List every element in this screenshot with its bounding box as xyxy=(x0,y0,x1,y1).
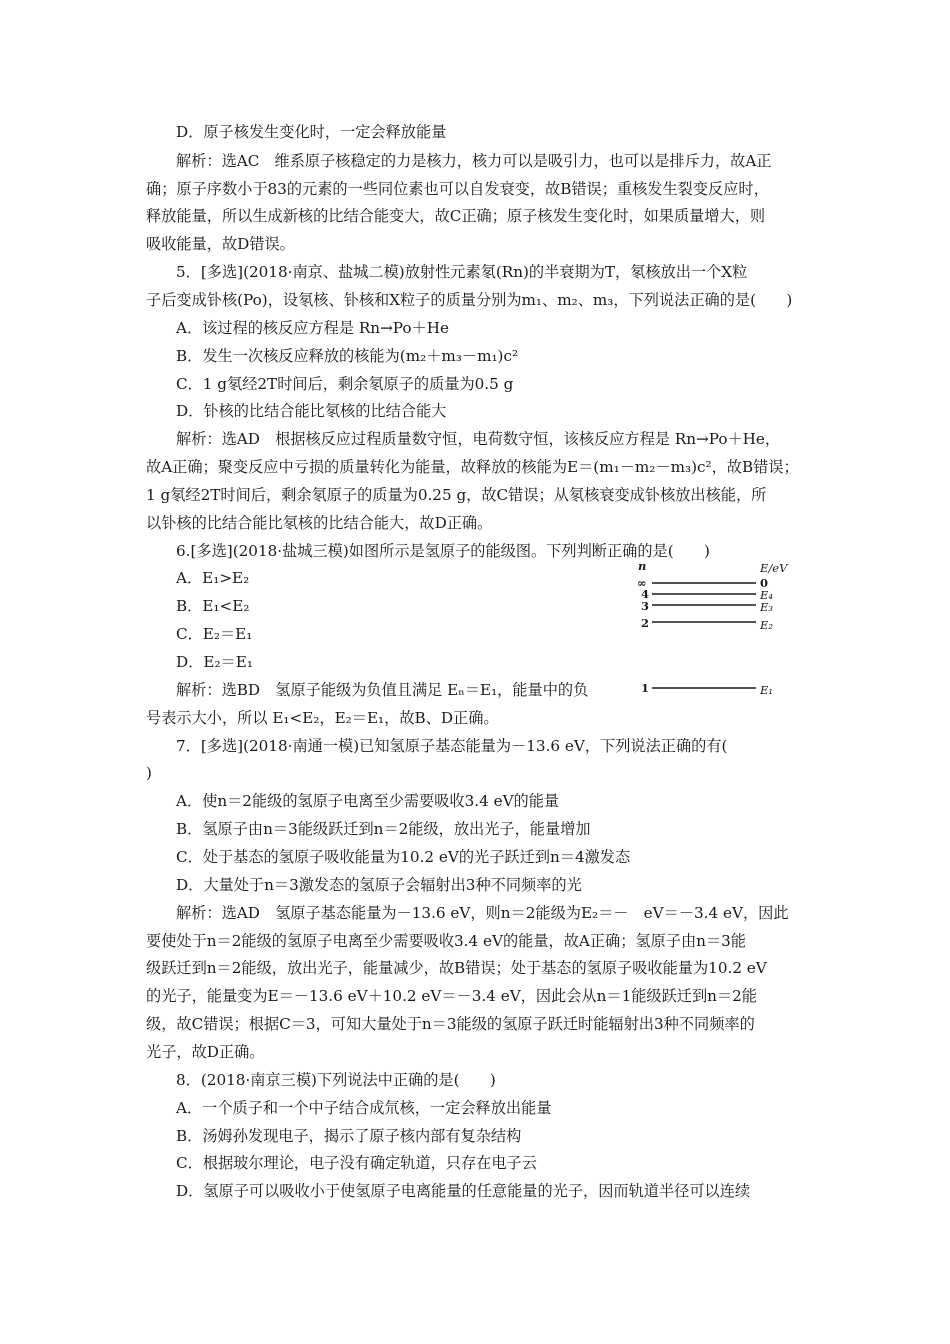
level-e-label: E₂ xyxy=(760,618,774,632)
option-c: C．根据玻尔理论，电子没有确定轨道，只存在电子云 xyxy=(176,1154,537,1172)
level-e-label: 0 xyxy=(760,576,769,590)
text-line: 级，故C错误；根据C＝3，可知大量处于n＝3能级的氢原子跃迁时能辐射出3种不同频率的 xyxy=(146,1015,755,1033)
text-line: 解析：选BD 氢原子能级为负值且满足 Eₙ＝E₁，能量中的负 xyxy=(176,681,589,699)
option-b: B．氢原子由n＝3能级跃迁到n＝2能级，放出光子，能量增加 xyxy=(176,820,591,838)
text-line: 以钋核的比结合能比氡核的比结合能大，故D正确。 xyxy=(146,514,493,532)
text-line: 解析：选AD 根据核反应过程质量数守恒，电荷数守恒，该核反应方程是 Rn→Po＋He， xyxy=(176,430,781,448)
option-b: B．汤姆孙发现电子，揭示了原子核内部有复杂结构 xyxy=(176,1127,522,1145)
option-c: C．处于基态的氢原子吸收能量为10.2 eV的光子跃迁到n＝4激发态 xyxy=(176,848,631,866)
text-line: 号表示大小，所以 E₁<E₂，E₂＝E₁，故B、D正确。 xyxy=(146,709,499,727)
question-title: 5．[多选](2018·南京、盐城二模)放射性元素氡(Rn)的半衰期为T，氡核放出一个X粒 xyxy=(176,263,748,281)
option-c: C．1 g氡经2T时间后，剩余氡原子的质量为0.5 g xyxy=(176,375,514,393)
question-title: 7．[多选](2018·南通一模)已知氢原子基态能量为－13.6 eV，下列说法正确的有( xyxy=(176,737,728,755)
text-line: 光子，故D正确。 xyxy=(146,1043,265,1061)
text-line: 要使处于n＝2能级的氢原子电离至少需要吸收3.4 eV的能量，故A正确；氢原子由n＝3能 xyxy=(146,932,746,950)
diagram-n-label: n xyxy=(638,560,647,573)
option-c: C．E₂＝E₁ xyxy=(176,625,253,643)
option-d: D．大量处于n＝3激发态的氢原子会辐射出3种不同频率的光 xyxy=(176,876,582,894)
text-line: 释放能量，所以生成新核的比结合能变大，故C正确；原子核发生变化时，如果质量增大，则 xyxy=(146,207,766,225)
text-line: ) xyxy=(146,764,152,782)
option-d: D．E₂＝E₁ xyxy=(176,653,253,671)
level-n-label: 1 xyxy=(641,681,650,695)
text-line: 解析：选AD 氢原子基态能量为－13.6 eV，则n＝2能级为E₂＝－ eV＝－3.4 eV，因此 xyxy=(176,904,789,922)
option-d: D．氢原子可以吸收小于使氢原子电离能量的任意能量的光子，因而轨道半径可以连续 xyxy=(176,1182,751,1200)
question-title: 8．(2018·南京三模)下列说法中正确的是( ) xyxy=(176,1071,496,1089)
text-line: 级跃迁到n＝2能级，放出光子，能量减少，故B错误；处于基态的氢原子吸收能量为10.2 eV xyxy=(146,959,767,977)
option-a: A．E₁>E₂ xyxy=(176,569,250,587)
text-line: 故A正确；聚变反应中亏损的质量转化为能量，故释放的核能为E＝(m₁－m₂－m₃)c²，故B错误； xyxy=(146,458,799,476)
option-a: A．一个质子和一个中子结合成氘核，一定会释放出能量 xyxy=(176,1099,552,1117)
level-e-label: E₃ xyxy=(760,600,774,614)
level-e-label: E₄ xyxy=(760,588,774,602)
level-e-label: E₁ xyxy=(760,683,774,697)
text-line: 吸收能量，故D错误。 xyxy=(146,235,295,253)
diagram-energy-label: E/eV xyxy=(760,561,788,575)
text-line: 子后变成钋核(Po)，设氡核、钋核和X粒子的质量分别为m₁、m₂、m₃，下列说法正确的是( ) xyxy=(146,291,793,309)
level-n-label: 4 xyxy=(641,587,650,601)
option-a: A．使n＝2能级的氢原子电离至少需要吸收3.4 eV的能量 xyxy=(176,792,560,810)
option-d: D．钋核的比结合能比氡核的比结合能大 xyxy=(176,402,447,420)
energy-level-diagram xyxy=(630,560,790,702)
level-n-label: 3 xyxy=(641,599,650,613)
question-title: 6.[多选](2018·盐城三模)如图所示是氢原子的能级图。下列判断正确的是( ) xyxy=(176,542,710,560)
text-line: 解析：选AC 维系原子核稳定的力是核力，核力可以是吸引力，也可以是排斥力，故A正 xyxy=(176,152,772,170)
text-line: D．原子核发生变化时，一定会释放能量 xyxy=(176,123,447,141)
level-n-label: ∞ xyxy=(637,576,647,590)
option-b: B．发生一次核反应释放的核能为(m₂＋m₃－m₁)c² xyxy=(176,347,519,365)
text-line: 的光子，能量变为E＝－13.6 eV＋10.2 eV＝－3.4 eV，因此会从n＝1能级跃迁到n＝2能 xyxy=(146,987,757,1005)
text-line: 确；原子序数小于83的元素的一些同位素也可以自发衰变，故B错误；重核发生裂变反应时， xyxy=(146,180,769,198)
option-a: A．该过程的核反应方程是 Rn→Po＋He xyxy=(176,319,449,337)
text-line: 1 g氡经2T时间后，剩余氡原子的质量为0.25 g，故C错误；从氡核衰变成钋核放出核能，所 xyxy=(146,486,767,504)
option-b: B．E₁<E₂ xyxy=(176,597,250,615)
level-n-label: 2 xyxy=(641,616,650,630)
